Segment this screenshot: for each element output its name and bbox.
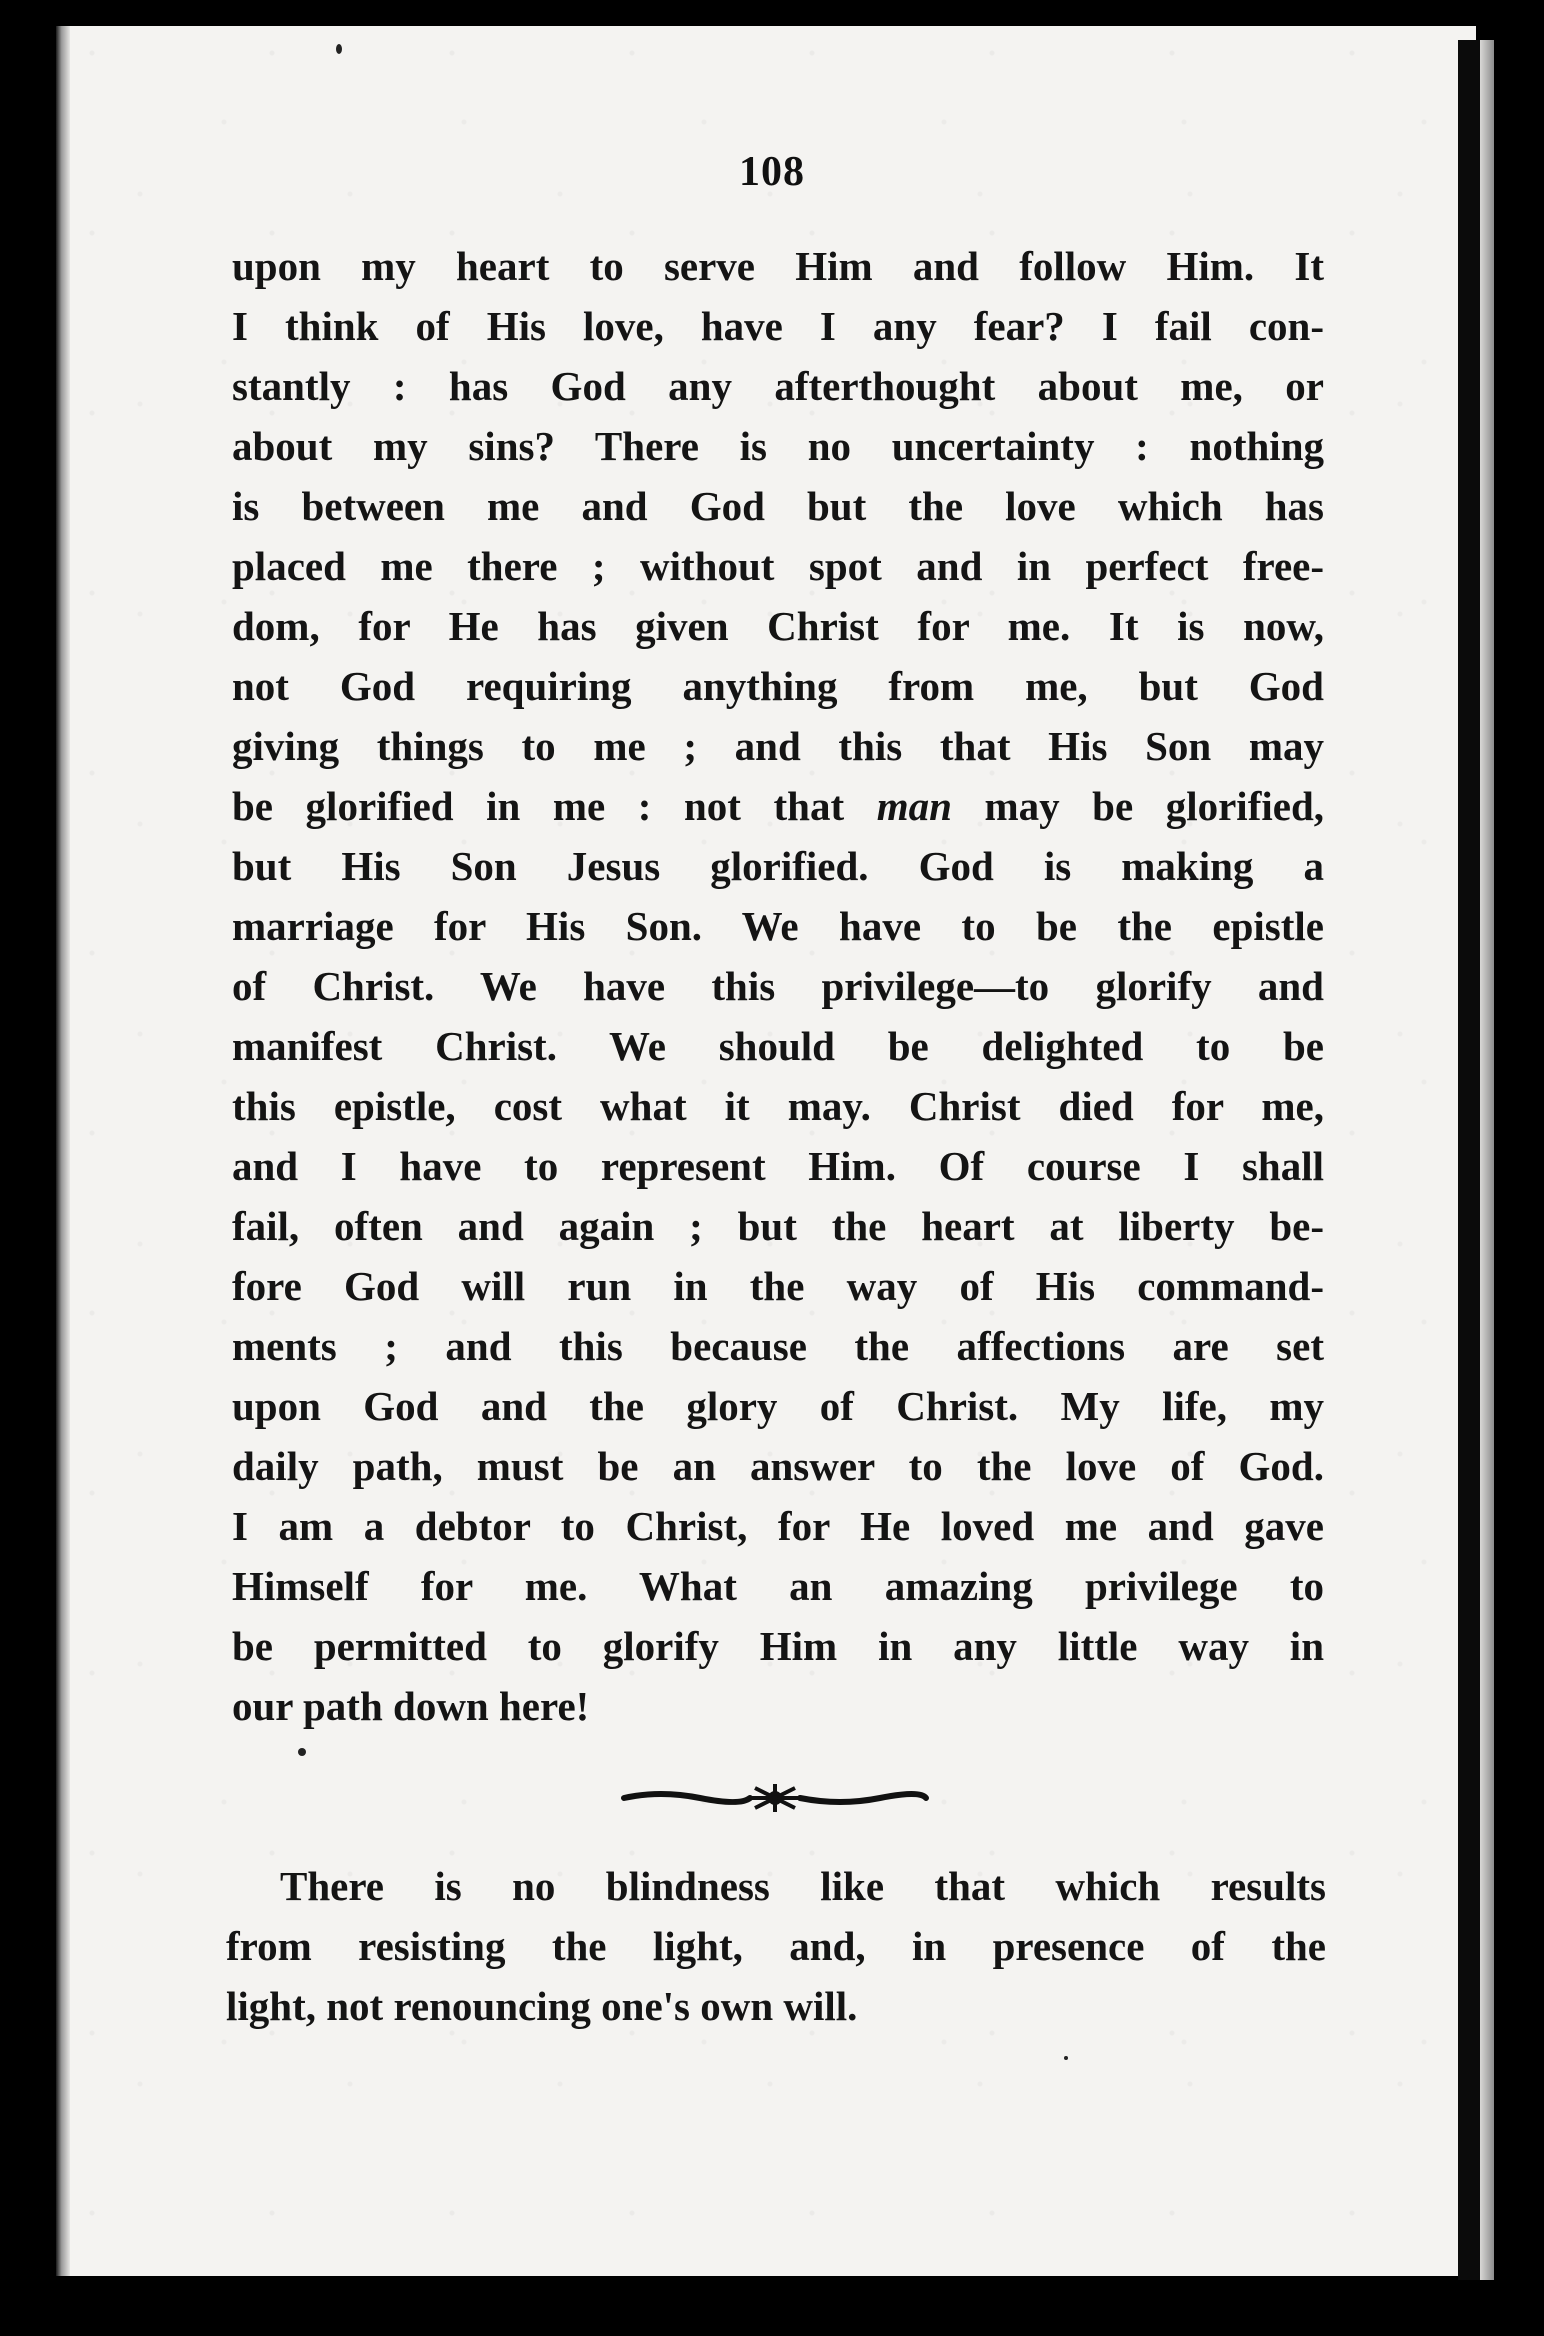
book-spine bbox=[1458, 40, 1480, 2280]
body-line: placed me there ; without spot and in perfect free- bbox=[232, 543, 1324, 589]
print-speck bbox=[298, 1748, 306, 1756]
body-line: about my sins? There is no uncertainty : nothing bbox=[232, 423, 1324, 469]
body-line: stantly : has God any afterthought about me, or bbox=[232, 363, 1324, 409]
body-line: I am a debtor to Christ, for He loved me and gave bbox=[232, 1503, 1324, 1549]
quote-line: light, not renouncing one's own will. bbox=[226, 1983, 858, 2029]
quote-line: There is no blindness like that which results bbox=[280, 1863, 1326, 1909]
body-paragraph bbox=[232, 236, 1324, 1736]
body-line: and I have to represent Him. Of course I shall bbox=[232, 1143, 1324, 1189]
body-line: upon God and the glory of Christ. My life, my bbox=[232, 1383, 1324, 1429]
italic-word: man bbox=[876, 783, 952, 829]
page-number: 108 bbox=[739, 149, 805, 195]
body-line: but His Son Jesus glorified. God is making a bbox=[232, 843, 1324, 889]
body-line-start: be glorified in me : not that bbox=[232, 783, 845, 829]
body-line: ments ; and this because the affections are set bbox=[232, 1323, 1324, 1369]
body-line: this epistle, cost what it may. Christ died for me, bbox=[232, 1083, 1324, 1129]
body-line: dom, for He has given Christ for me. It is now, bbox=[232, 603, 1324, 649]
print-speck bbox=[1064, 2056, 1068, 2060]
closing-quote bbox=[226, 1856, 1326, 2036]
quote-line: from resisting the light, and, in presence of the bbox=[226, 1923, 1326, 1969]
page-left-binding-shadow bbox=[56, 26, 70, 2276]
body-line: giving things to me ; and this that His Son may bbox=[232, 723, 1324, 769]
body-line: Himself for me. What an amazing privilege to bbox=[232, 1563, 1324, 1609]
body-line: our path down here! bbox=[232, 1683, 590, 1729]
page-right-edge bbox=[1480, 40, 1494, 2280]
body-line: upon my heart to serve Him and follow Him. It bbox=[232, 243, 1324, 289]
body-line: is between me and God but the love which has bbox=[232, 483, 1324, 529]
body-line: of Christ. We have this privilege—to glorify and bbox=[232, 963, 1324, 1009]
body-line: daily path, must be an answer to the love of God. bbox=[232, 1443, 1324, 1489]
body-line-with-italic bbox=[232, 776, 1324, 836]
body-line-end: may be glorified, bbox=[984, 783, 1324, 829]
body-line: be permitted to glorify Him in any little way in bbox=[232, 1623, 1324, 1669]
body-line: not God requiring anything from me, but God bbox=[232, 663, 1324, 709]
body-line: fore God will run in the way of His command- bbox=[232, 1263, 1324, 1309]
print-speck bbox=[336, 44, 342, 54]
section-divider-ornament-icon bbox=[620, 1778, 930, 1818]
body-line: I think of His love, have I any fear? I fail con- bbox=[232, 303, 1324, 349]
body-line: manifest Christ. We should be delighted to be bbox=[232, 1023, 1324, 1069]
body-line: fail, often and again ; but the heart at liberty be- bbox=[232, 1203, 1324, 1249]
body-line: marriage for His Son. We have to be the epistle bbox=[232, 903, 1324, 949]
